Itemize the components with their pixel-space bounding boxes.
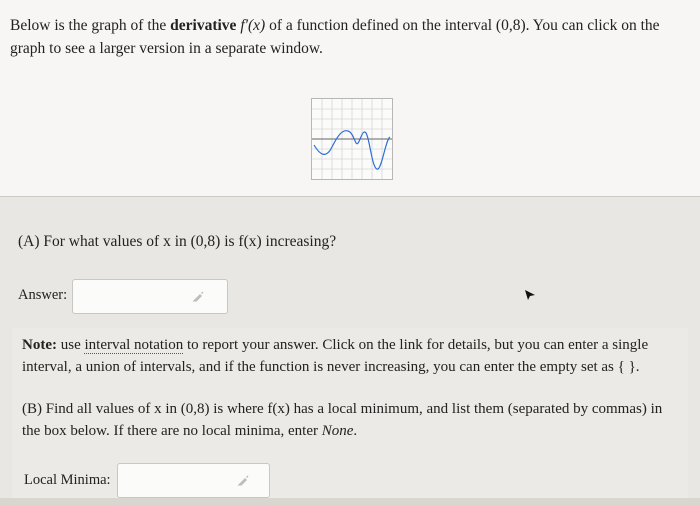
pencil-icon — [191, 290, 205, 304]
intro-derivative-bold: derivative — [170, 17, 237, 34]
intro-text — [10, 14, 690, 60]
answer-label: Answer: — [18, 287, 68, 303]
intro-text-part-1: Below is the graph of the — [10, 17, 167, 34]
note-text-part-1: use — [56, 337, 85, 353]
local-minima-input[interactable] — [117, 463, 270, 498]
part-a-question: (A) For what values of x in (0,8) is f(x) increasing? — [18, 233, 337, 250]
pencil-icon — [236, 474, 250, 488]
note-text-part-2: to report your answer. Click on the link for details, but you can enter a single interval, a union of intervals, and if the function is never increasing, you can enter the empty set as { }. — [22, 337, 649, 375]
part-b-none: None — [321, 423, 354, 439]
interval-notation-link[interactable]: interval notation — [84, 337, 184, 353]
intro-fprime: f′(x) — [240, 17, 266, 34]
cursor-arrow-icon — [523, 288, 537, 302]
note-text — [22, 334, 682, 378]
graph-svg — [312, 99, 392, 179]
part-b-question — [22, 398, 682, 442]
local-minima-label: Local Minima: — [24, 472, 111, 488]
intro-text-part-2: of a function defined on the interval (0,8). You can click on the graph to see a larger version in a separate window. — [10, 17, 660, 57]
answer-input[interactable] — [72, 279, 228, 314]
bottom-edge — [0, 498, 700, 506]
derivative-graph-thumbnail[interactable] — [311, 98, 393, 180]
part-b-text-2: . — [353, 423, 358, 439]
note-bold: Note: — [22, 337, 57, 353]
part-b-text-1: (B) Find all values of x in (0,8) is where f(x) has a local minimum, and list them (separated by commas) in the box below. If there are no local minima, enter — [22, 401, 663, 439]
